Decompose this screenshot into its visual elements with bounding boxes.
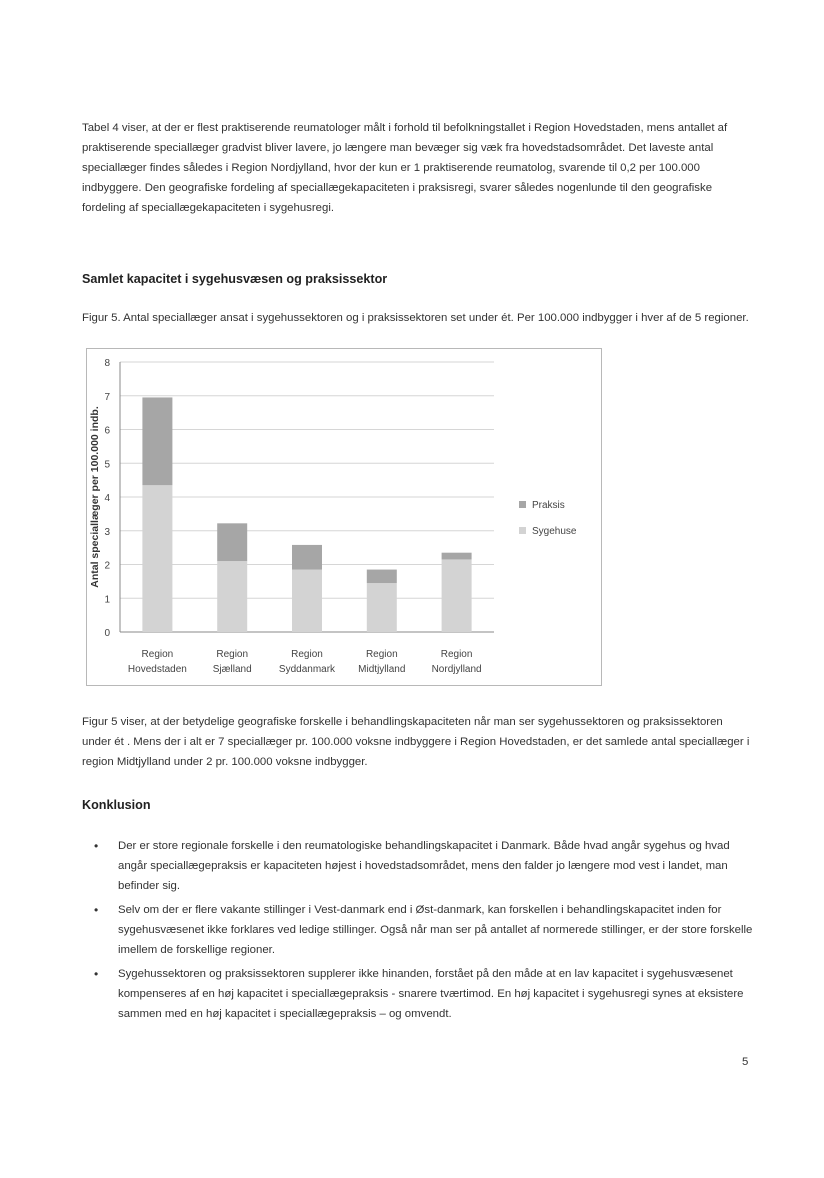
- bar-segment: [217, 523, 247, 561]
- bullet-icon: •: [94, 967, 99, 981]
- y-axis-label: Antal speciallæger per 100.000 indb.: [89, 406, 101, 588]
- x-tick-label: Region: [365, 649, 398, 660]
- bar-segment: [442, 553, 472, 560]
- chart-frame: [86, 348, 602, 686]
- bar-segment: [142, 485, 172, 632]
- x-tick-label: Region: [141, 649, 174, 660]
- x-tick-label: Syddanmark: [278, 664, 336, 675]
- y-tick-label: 3: [104, 526, 110, 538]
- list-item: [82, 900, 754, 960]
- x-tick-label: Sjælland: [212, 664, 252, 675]
- x-tick-label: Region: [216, 649, 249, 660]
- y-tick-label: 4: [104, 493, 110, 504]
- bar-segment: [367, 583, 397, 632]
- y-tick-label: 2: [104, 560, 110, 572]
- intro-paragraph: Tabel 4 viser, at der er flest praktiserende reumatologer målt i forhold til befolkningstallet i Region Hovedstaden, mens antallet af praktiserende speciallæger gradvist bliver lavere, jo længere man bevæger sig væk fra hovedstadsområdet. Det laveste antal speciallæger findes således i Region Nordjylland, hvor der kun er 1 praktiserende reumatolog, svarende til 0,2 per 100.000 indbyggere. Den geografiske fordeling af speciallægekapaciteten i praksisregi, svarer således nogenlunde til den geografiske fordeling af speciallægekapaciteten i sygehusregi.: [82, 122, 728, 214]
- y-tick-label: 1: [104, 594, 110, 606]
- bar-segment: [367, 570, 397, 584]
- list-item: [82, 836, 754, 896]
- conclusion-heading: Konklusion: [82, 798, 151, 812]
- legend-swatch: [519, 527, 526, 534]
- x-tick-label: Hovedstaden: [127, 664, 187, 675]
- y-tick-label: 7: [104, 391, 110, 403]
- y-tick-label: 0: [104, 628, 110, 639]
- y-tick-label: 6: [104, 425, 110, 437]
- bar-segment: [217, 561, 247, 632]
- x-tick-label: Midtjylland: [358, 664, 406, 675]
- conclusion-list: [82, 836, 754, 1028]
- list-item-text: Sygehussektoren og praksissektoren supplerer ikke hinanden, forstået på den måde at en lav kapacitet i sygehusvæsenet kompenseres af en høj kapacitet i speciallægepraksis - snarere tværtimod. En høj kapacitet i sygehusregi synes at eksistere sammen med en høj kapacitet i speciallægepraksis – og omvendt.: [118, 968, 744, 1020]
- bar-segment: [292, 545, 322, 570]
- x-tick-label: Region: [440, 649, 473, 660]
- page-number: 5: [742, 1056, 749, 1068]
- list-item-text: Selv om der er flere vakante stillinger i Vest-danmark end i Øst-danmark, kan forskellen i behandlingskapacitet inden for sygehusvæsenet ikke forklares ved ledige stillinger. Også når man ser på antallet af normerede stillinger, er der store forskelle imellem de forskellige regioner.: [118, 904, 753, 956]
- bar-segment: [142, 397, 172, 485]
- figure-discussion-paragraph: Figur 5 viser, at der betydelige geografiske forskelle i behandlingskapaciteten når man ser sygehussektoren og praksissektoren under ét . Mens der i alt er 7 speciallæger pr. 100.000 voksne indbyggere i Region Hovedstaden, er det samlede antal speciallæger i region Midtjylland under 2 pr. 100.000 voksne indbygger.: [82, 716, 750, 768]
- bar-segment: [292, 570, 322, 632]
- bullet-icon: •: [94, 839, 99, 853]
- y-tick-label: 8: [104, 358, 110, 369]
- list-item-text: Der er store regionale forskelle i den reumatologiske behandlingskapacitet i Danmark. Både hvad angår sygehus og hvad angår speciallægepraksis er kapaciteten højest i hovedstadsområdet, mens den falder jo længere mod vest i landet, man befinder sig.: [118, 840, 730, 892]
- legend-label: Sygehuse: [532, 526, 577, 537]
- figure-caption: Figur 5. Antal speciallæger ansat i sygehussektoren og i praksissektoren set under ét. Per 100.000 indbygger i hver af de 5 regioner.: [82, 312, 749, 324]
- capacity-heading: Samlet kapacitet i sygehusvæsen og praksissektor: [82, 272, 388, 286]
- y-tick-label: 5: [104, 459, 110, 471]
- bullet-icon: •: [94, 903, 99, 917]
- bar-segment: [442, 559, 472, 632]
- legend-label: Praksis: [532, 500, 565, 511]
- x-tick-label: Region: [291, 649, 323, 660]
- stacked-bar-chart: [87, 349, 603, 687]
- legend-swatch: [519, 501, 526, 508]
- x-tick-label: Nordjylland: [431, 664, 482, 675]
- list-item: [82, 964, 754, 1024]
